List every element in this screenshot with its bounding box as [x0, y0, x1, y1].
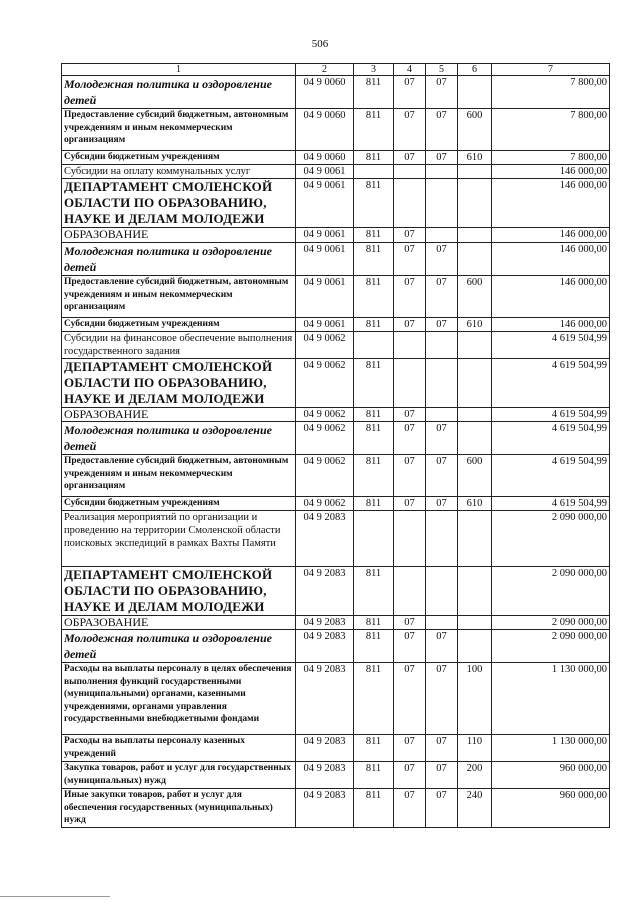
- section-cell: [394, 165, 426, 179]
- subsection-cell: 07: [426, 276, 458, 318]
- table-row: [62, 109, 610, 151]
- expense-type-cell: 610: [458, 497, 492, 511]
- section-cell: [394, 332, 426, 359]
- ministry-code-cell: 811: [354, 228, 394, 243]
- expense-type-cell: [458, 165, 492, 179]
- expense-type-cell: 110: [458, 735, 492, 762]
- target-article-cell: 04 9 2083: [296, 789, 354, 828]
- target-article-cell: 04 9 2083: [296, 663, 354, 735]
- target-article-cell: 04 9 2083: [296, 511, 354, 567]
- expense-type-cell: [458, 359, 492, 408]
- section-cell: 07: [394, 789, 426, 828]
- expense-type-cell: 610: [458, 318, 492, 332]
- section-cell: 07: [394, 228, 426, 243]
- ministry-code-cell: 811: [354, 789, 394, 828]
- target-article-cell: 04 9 0062: [296, 408, 354, 422]
- amount-cell: 1 130 000,00: [492, 735, 610, 762]
- expense-type-cell: 610: [458, 151, 492, 165]
- target-article-cell: 04 9 0061: [296, 243, 354, 276]
- row-name-cell: Субсидии на оплату коммунальных услуг: [62, 165, 296, 179]
- section-cell: 07: [394, 455, 426, 497]
- amount-cell: 960 000,00: [492, 789, 610, 828]
- amount-cell: 146 000,00: [492, 318, 610, 332]
- row-name-cell: ДЕПАРТАМЕНТ СМОЛЕНСКОЙ ОБЛАСТИ ПО ОБРАЗОВАНИЮ, НАУКЕ И ДЕЛАМ МОЛОДЕЖИ: [62, 359, 296, 408]
- target-article-cell: 04 9 0062: [296, 422, 354, 455]
- amount-cell: 7 800,00: [492, 151, 610, 165]
- amount-cell: 2 090 000,00: [492, 511, 610, 567]
- target-article-cell: 04 9 0061: [296, 165, 354, 179]
- section-cell: 07: [394, 630, 426, 663]
- table-row: [62, 630, 610, 663]
- target-article-cell: 04 9 0062: [296, 455, 354, 497]
- table-row: [62, 359, 610, 408]
- amount-cell: 146 000,00: [492, 276, 610, 318]
- amount-cell: 4 619 504,99: [492, 497, 610, 511]
- subsection-cell: 07: [426, 630, 458, 663]
- target-article-cell: 04 9 0061: [296, 228, 354, 243]
- table-row: [62, 318, 610, 332]
- row-name-cell: Расходы на выплаты персоналу в целях обеспечения выполнения функций государственными (муниципальными) органами, казенными учреждениями, органами управления государственными внебюджетными фондами: [62, 663, 296, 735]
- expense-type-cell: [458, 76, 492, 109]
- row-name-cell: Субсидии бюджетным учреждениям: [62, 497, 296, 511]
- ministry-code-cell: 811: [354, 109, 394, 151]
- ministry-code-cell: [354, 165, 394, 179]
- row-name-cell: Закупка товаров, работ и услуг для государственных (муниципальных) нужд: [62, 762, 296, 789]
- section-cell: 07: [394, 243, 426, 276]
- subsection-cell: [426, 511, 458, 567]
- column-number: 1: [62, 64, 296, 76]
- row-name-cell: Субсидии бюджетным учреждениям: [62, 151, 296, 165]
- expense-type-cell: 600: [458, 455, 492, 497]
- section-cell: 07: [394, 422, 426, 455]
- subsection-cell: 07: [426, 318, 458, 332]
- section-cell: 07: [394, 616, 426, 630]
- section-cell: 07: [394, 151, 426, 165]
- subsection-cell: 07: [426, 151, 458, 165]
- ministry-code-cell: 811: [354, 497, 394, 511]
- row-name-cell: Иные закупки товаров, работ и услуг для обеспечения государственных (муниципальных) нужд: [62, 789, 296, 828]
- target-article-cell: 04 9 0061: [296, 276, 354, 318]
- ministry-code-cell: 811: [354, 422, 394, 455]
- expense-type-cell: 600: [458, 109, 492, 151]
- table-row: [62, 455, 610, 497]
- target-article-cell: 04 9 2083: [296, 735, 354, 762]
- expense-type-cell: [458, 511, 492, 567]
- subsection-cell: 07: [426, 455, 458, 497]
- table-row: [62, 243, 610, 276]
- table-row: [62, 276, 610, 318]
- ministry-code-cell: 811: [354, 243, 394, 276]
- ministry-code-cell: 811: [354, 359, 394, 408]
- subsection-cell: [426, 179, 458, 228]
- row-name-cell: Молодежная политика и оздоровление детей: [62, 243, 296, 276]
- target-article-cell: 04 9 2083: [296, 616, 354, 630]
- budget-table: [61, 63, 610, 828]
- target-article-cell: 04 9 0060: [296, 109, 354, 151]
- row-name-cell: ОБРАЗОВАНИЕ: [62, 408, 296, 422]
- subsection-cell: 07: [426, 422, 458, 455]
- section-cell: 07: [394, 663, 426, 735]
- subsection-cell: 07: [426, 109, 458, 151]
- subsection-cell: 07: [426, 76, 458, 109]
- row-name-cell: Молодежная политика и оздоровление детей: [62, 422, 296, 455]
- row-name-cell: Молодежная политика и оздоровление детей: [62, 76, 296, 109]
- page-number: 506: [311, 38, 329, 50]
- column-number: 6: [458, 64, 492, 76]
- section-cell: [394, 359, 426, 408]
- target-article-cell: 04 9 2083: [296, 630, 354, 663]
- table-row: [62, 762, 610, 789]
- ministry-code-cell: [354, 332, 394, 359]
- section-cell: 07: [394, 276, 426, 318]
- section-cell: 07: [394, 408, 426, 422]
- amount-cell: 4 619 504,99: [492, 455, 610, 497]
- subsection-cell: [426, 165, 458, 179]
- expense-type-cell: [458, 422, 492, 455]
- table-row: [62, 228, 610, 243]
- row-name-cell: ДЕПАРТАМЕНТ СМОЛЕНСКОЙ ОБЛАСТИ ПО ОБРАЗОВАНИЮ, НАУКЕ И ДЕЛАМ МОЛОДЕЖИ: [62, 567, 296, 616]
- column-number: 2: [296, 64, 354, 76]
- column-number: 5: [426, 64, 458, 76]
- expense-type-cell: 200: [458, 762, 492, 789]
- target-article-cell: 04 9 2083: [296, 567, 354, 616]
- target-article-cell: 04 9 0062: [296, 332, 354, 359]
- subsection-cell: 07: [426, 762, 458, 789]
- subsection-cell: 07: [426, 497, 458, 511]
- row-name-cell: Субсидии на финансовое обеспечение выполнения государственного задания: [62, 332, 296, 359]
- subsection-cell: [426, 359, 458, 408]
- expense-type-cell: [458, 567, 492, 616]
- ministry-code-cell: 811: [354, 179, 394, 228]
- ministry-code-cell: 811: [354, 630, 394, 663]
- ministry-code-cell: [354, 511, 394, 567]
- row-name-cell: Предоставление субсидий бюджетным, автономным учреждениям и иным некоммерческим организациям: [62, 109, 296, 151]
- section-cell: 07: [394, 735, 426, 762]
- footer-divider: [0, 896, 110, 897]
- target-article-cell: 04 9 0061: [296, 318, 354, 332]
- column-number: 7: [492, 64, 610, 76]
- ministry-code-cell: 811: [354, 276, 394, 318]
- ministry-code-cell: 811: [354, 318, 394, 332]
- subsection-cell: [426, 228, 458, 243]
- section-cell: 07: [394, 497, 426, 511]
- amount-cell: 7 800,00: [492, 109, 610, 151]
- table-row: [62, 151, 610, 165]
- expense-type-cell: [458, 616, 492, 630]
- table-row: [62, 179, 610, 228]
- ministry-code-cell: 811: [354, 151, 394, 165]
- amount-cell: 146 000,00: [492, 165, 610, 179]
- amount-cell: 4 619 504,99: [492, 359, 610, 408]
- column-number: 3: [354, 64, 394, 76]
- amount-cell: 2 090 000,00: [492, 630, 610, 663]
- expense-type-cell: 240: [458, 789, 492, 828]
- ministry-code-cell: 811: [354, 408, 394, 422]
- expense-type-cell: [458, 228, 492, 243]
- ministry-code-cell: 811: [354, 735, 394, 762]
- row-name-cell: Предоставление субсидий бюджетным, автономным учреждениям и иным некоммерческим организациям: [62, 276, 296, 318]
- subsection-cell: 07: [426, 663, 458, 735]
- column-number-row: [62, 64, 610, 76]
- table-row: [62, 789, 610, 828]
- row-name-cell: Реализация мероприятий по организации и проведению на территории Смоленской области поисковых экспедиций в рамках Вахты Памяти: [62, 511, 296, 567]
- table-row: [62, 511, 610, 567]
- table-row: [62, 422, 610, 455]
- target-article-cell: 04 9 0062: [296, 359, 354, 408]
- column-number: 4: [394, 64, 426, 76]
- subsection-cell: [426, 408, 458, 422]
- table-row: [62, 165, 610, 179]
- target-article-cell: 04 9 0060: [296, 151, 354, 165]
- table-row: [62, 76, 610, 109]
- subsection-cell: 07: [426, 789, 458, 828]
- section-cell: [394, 511, 426, 567]
- target-article-cell: 04 9 0061: [296, 179, 354, 228]
- row-name-cell: Молодежная политика и оздоровление детей: [62, 630, 296, 663]
- section-cell: 07: [394, 76, 426, 109]
- expense-type-cell: [458, 243, 492, 276]
- ministry-code-cell: 811: [354, 762, 394, 789]
- ministry-code-cell: 811: [354, 663, 394, 735]
- amount-cell: 2 090 000,00: [492, 616, 610, 630]
- amount-cell: 4 619 504,99: [492, 332, 610, 359]
- amount-cell: 146 000,00: [492, 179, 610, 228]
- ministry-code-cell: 811: [354, 76, 394, 109]
- table-row: [62, 663, 610, 735]
- amount-cell: 4 619 504,99: [492, 408, 610, 422]
- ministry-code-cell: 811: [354, 616, 394, 630]
- target-article-cell: 04 9 0060: [296, 76, 354, 109]
- expense-type-cell: [458, 630, 492, 663]
- table-row: [62, 408, 610, 422]
- target-article-cell: 04 9 0062: [296, 497, 354, 511]
- table-row: [62, 567, 610, 616]
- row-name-cell: ОБРАЗОВАНИЕ: [62, 228, 296, 243]
- table-row: [62, 497, 610, 511]
- ministry-code-cell: 811: [354, 567, 394, 616]
- section-cell: 07: [394, 318, 426, 332]
- subsection-cell: [426, 567, 458, 616]
- amount-cell: 1 130 000,00: [492, 663, 610, 735]
- row-name-cell: Субсидии бюджетным учреждениям: [62, 318, 296, 332]
- amount-cell: 960 000,00: [492, 762, 610, 789]
- amount-cell: 7 800,00: [492, 76, 610, 109]
- row-name-cell: ОБРАЗОВАНИЕ: [62, 616, 296, 630]
- amount-cell: 146 000,00: [492, 228, 610, 243]
- table-row: [62, 735, 610, 762]
- section-cell: 07: [394, 762, 426, 789]
- table-row: [62, 616, 610, 630]
- expense-type-cell: [458, 332, 492, 359]
- amount-cell: 146 000,00: [492, 243, 610, 276]
- expense-type-cell: [458, 408, 492, 422]
- row-name-cell: ДЕПАРТАМЕНТ СМОЛЕНСКОЙ ОБЛАСТИ ПО ОБРАЗОВАНИЮ, НАУКЕ И ДЕЛАМ МОЛОДЕЖИ: [62, 179, 296, 228]
- amount-cell: 2 090 000,00: [492, 567, 610, 616]
- table-row: [62, 332, 610, 359]
- row-name-cell: Расходы на выплаты персоналу казенных учреждений: [62, 735, 296, 762]
- expense-type-cell: [458, 179, 492, 228]
- ministry-code-cell: 811: [354, 455, 394, 497]
- target-article-cell: 04 9 2083: [296, 762, 354, 789]
- subsection-cell: 07: [426, 735, 458, 762]
- amount-cell: 4 619 504,99: [492, 422, 610, 455]
- section-cell: 07: [394, 109, 426, 151]
- subsection-cell: [426, 332, 458, 359]
- section-cell: [394, 179, 426, 228]
- section-cell: [394, 567, 426, 616]
- expense-type-cell: 100: [458, 663, 492, 735]
- subsection-cell: 07: [426, 243, 458, 276]
- row-name-cell: Предоставление субсидий бюджетным, автономным учреждениям и иным некоммерческим организациям: [62, 455, 296, 497]
- expense-type-cell: 600: [458, 276, 492, 318]
- subsection-cell: [426, 616, 458, 630]
